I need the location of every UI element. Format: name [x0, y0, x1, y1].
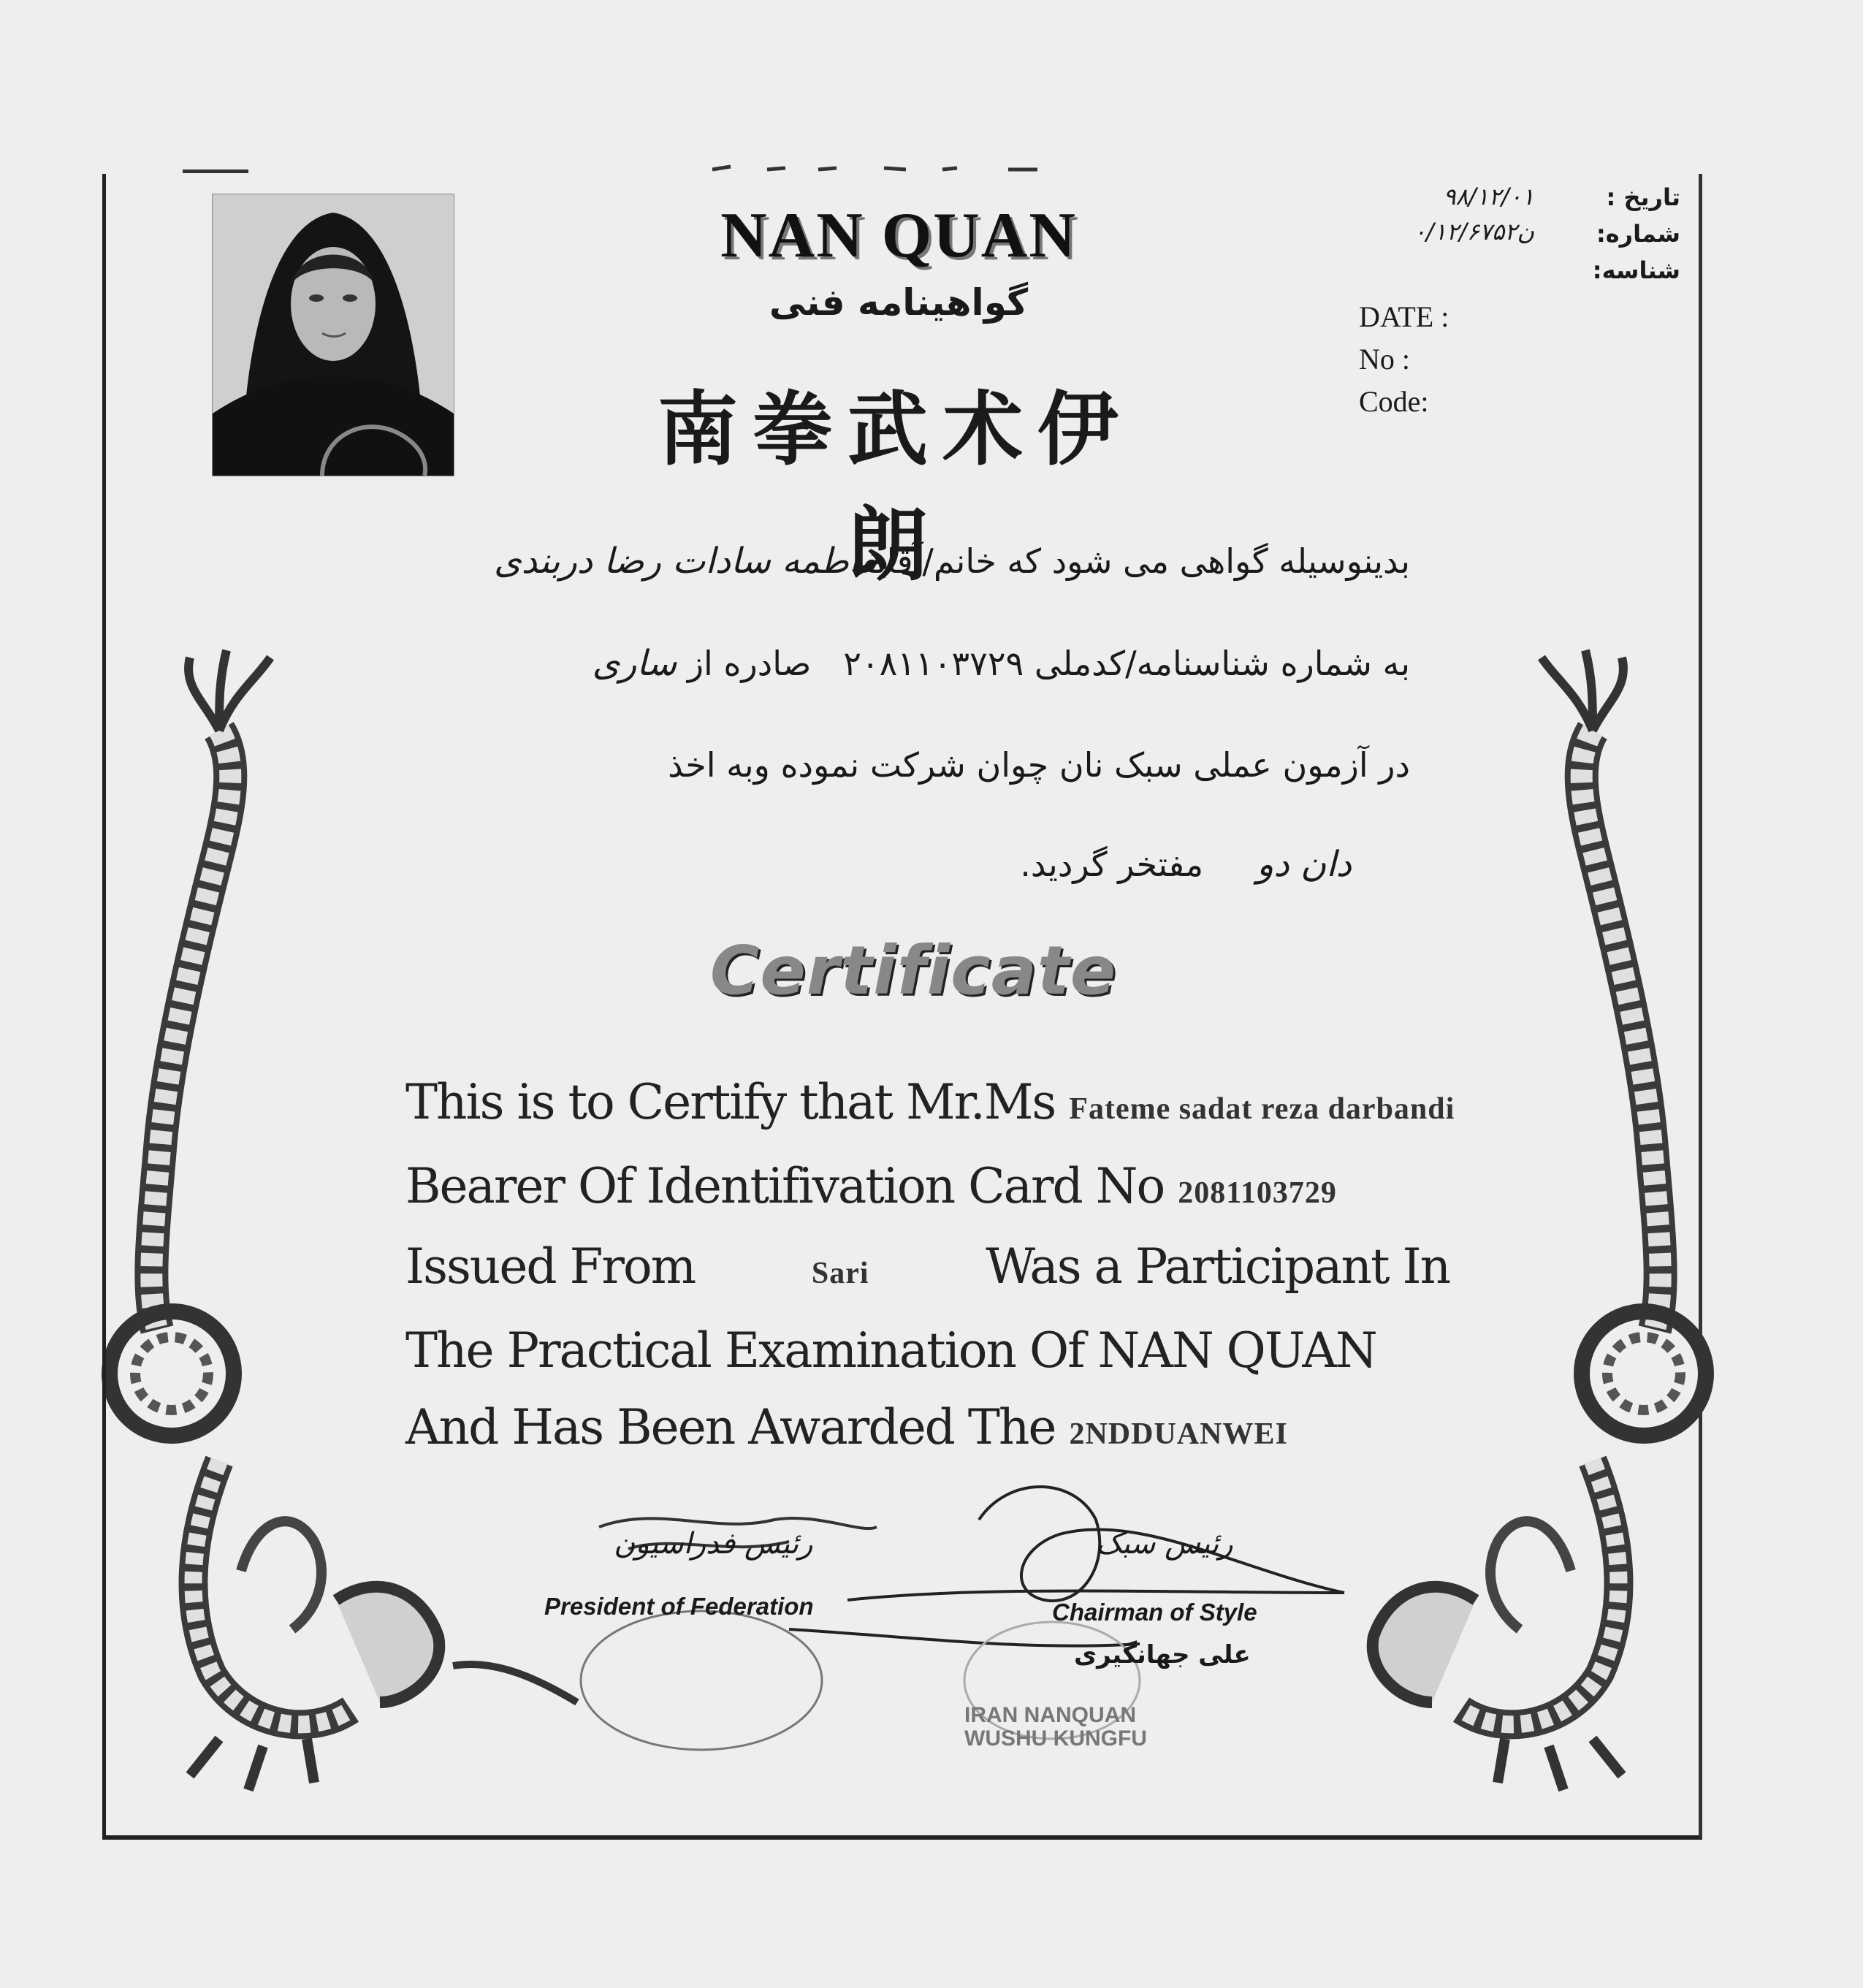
- issued-city: Sari: [811, 1257, 869, 1290]
- persian-subtitle: گواهینامه فنی: [769, 281, 1029, 324]
- issued-from-text: Issued From: [405, 1238, 696, 1295]
- chairman-name: علی جهانگیری: [1074, 1640, 1251, 1669]
- persian-line-4: [1020, 844, 1352, 885]
- stamp-line-1: IRAN NANQUAN: [964, 1703, 1136, 1727]
- top-dashes-icon: [712, 167, 1037, 170]
- certificate-line-5: [405, 1399, 1288, 1455]
- number-label-en: No :: [1359, 343, 1410, 376]
- code-label-en: Code:: [1359, 385, 1429, 418]
- persian-line-3: در آزمون عملی سبک نان چوان شرکت نموده وبه اخذ: [668, 745, 1410, 785]
- chairman-title-fa: رئیس سبک: [1096, 1527, 1233, 1561]
- holder-name: Fateme sadat reza darbandi: [1069, 1092, 1455, 1126]
- certificate-line-2: [405, 1158, 1337, 1214]
- persian-id-value: ۲۰۸۱۱۰۳۷۲۹: [843, 644, 1024, 683]
- portrait-photo: [212, 194, 454, 476]
- id-card-number: 2081103729: [1178, 1176, 1337, 1210]
- persian-name: فاطمه سادات رضا دربندی: [494, 541, 877, 582]
- certify-text: This is to Certify that Mr.Ms: [405, 1074, 1056, 1130]
- awarded-text: And Has Been Awarded The: [405, 1399, 1056, 1455]
- portrait-icon: [213, 194, 454, 476]
- president-label: President of Federation: [544, 1593, 814, 1620]
- persian-city: ساری: [592, 643, 677, 684]
- president-title-fa: رئیس فدراسیون: [614, 1527, 813, 1561]
- persian-line-1: [494, 541, 1410, 582]
- meta-labels-fa: [1549, 179, 1680, 289]
- awarded-rank: 2NDDUANWEI: [1069, 1417, 1288, 1451]
- persian-certify-text: بدینوسیله گواهی می شود که خانم/آقای: [877, 541, 1410, 581]
- code-label-fa: شناسه:: [1592, 256, 1680, 284]
- frame-corner-mark: [183, 170, 248, 173]
- certificate-heading: Certificate: [709, 932, 1117, 1010]
- stamp-line-2: WUSHU KUNGFU: [964, 1726, 1147, 1751]
- certificate-line-3: [405, 1238, 1449, 1295]
- persian-awarded-text: مفتخر گردید.: [1020, 845, 1204, 884]
- meta-values: [1359, 179, 1534, 249]
- stamp-text: [964, 1704, 1176, 1751]
- chinese-title: 南拳武术伊朗: [658, 382, 1132, 592]
- date-value: ۹۸/۱۲/۰۱: [1443, 183, 1534, 210]
- date-label-en: DATE :: [1359, 300, 1449, 333]
- meta-labels-en: [1359, 296, 1549, 423]
- date-label-fa: تاریخ :: [1606, 183, 1680, 211]
- number-value: ۰/۱۲/۶۷۵۲ن: [1413, 218, 1534, 245]
- chairman-label: Chairman of Style: [1052, 1599, 1257, 1626]
- certificate-line-4: The Practical Examination Of NAN QUAN: [405, 1322, 1376, 1379]
- certificate-line-1: [405, 1074, 1455, 1130]
- persian-id-label: به شماره شناسنامه/کدملی: [1034, 644, 1410, 683]
- id-card-text: Bearer Of Identifivation Card No: [405, 1158, 1165, 1214]
- page-title: NAN QUAN: [720, 200, 1077, 271]
- persian-line-2: [593, 643, 1410, 684]
- persian-rank: دان دو: [1257, 844, 1352, 885]
- participant-text: Was a Participant In: [986, 1238, 1450, 1295]
- number-label-fa: شماره:: [1596, 220, 1680, 248]
- persian-issued-label: صادره از: [687, 644, 812, 683]
